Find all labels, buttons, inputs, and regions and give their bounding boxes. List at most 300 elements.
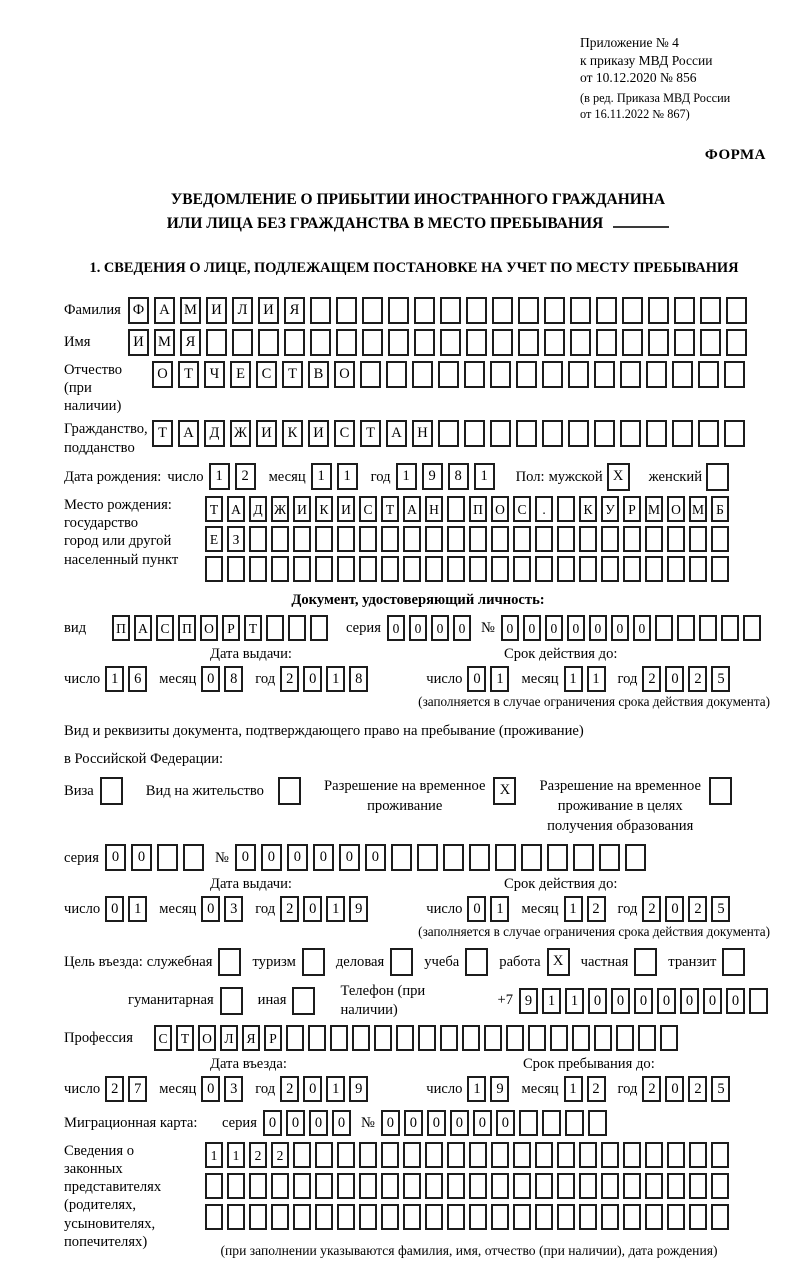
char-cell[interactable] xyxy=(220,987,243,1015)
char-cell[interactable]: Н xyxy=(425,496,443,522)
char-cell[interactable] xyxy=(388,297,409,324)
char-cell[interactable] xyxy=(638,1025,656,1051)
char-cell[interactable] xyxy=(381,1204,399,1230)
char-cell[interactable]: 0 xyxy=(105,896,124,922)
char-cell[interactable] xyxy=(495,844,516,871)
char-cell[interactable] xyxy=(308,1025,326,1051)
birth-day-input[interactable] xyxy=(209,463,261,490)
char-cell[interactable] xyxy=(557,1142,575,1168)
char-cell[interactable]: С xyxy=(154,1025,172,1051)
char-cell[interactable] xyxy=(381,1142,399,1168)
char-cell[interactable]: 0 xyxy=(453,615,471,641)
visa-checkbox[interactable] xyxy=(100,777,128,805)
char-cell[interactable] xyxy=(594,420,615,447)
char-cell[interactable] xyxy=(386,361,407,388)
char-cell[interactable] xyxy=(466,329,487,356)
char-cell[interactable]: Р xyxy=(222,615,240,641)
char-cell[interactable] xyxy=(648,297,669,324)
char-cell[interactable]: 8 xyxy=(349,666,368,692)
char-cell[interactable]: 0 xyxy=(261,844,282,871)
char-cell[interactable]: А xyxy=(386,420,407,447)
char-cell[interactable] xyxy=(648,329,669,356)
char-cell[interactable] xyxy=(447,556,465,582)
char-cell[interactable] xyxy=(699,615,717,641)
char-cell[interactable]: С xyxy=(359,496,377,522)
char-cell[interactable]: С xyxy=(513,496,531,522)
char-cell[interactable] xyxy=(447,1204,465,1230)
char-cell[interactable] xyxy=(293,1173,311,1199)
char-cell[interactable]: 8 xyxy=(224,666,243,692)
char-cell[interactable] xyxy=(227,556,245,582)
char-cell[interactable] xyxy=(700,297,721,324)
char-cell[interactable] xyxy=(620,420,641,447)
char-cell[interactable] xyxy=(542,1110,561,1136)
char-cell[interactable] xyxy=(293,1204,311,1230)
char-cell[interactable] xyxy=(491,1142,509,1168)
char-cell[interactable] xyxy=(596,297,617,324)
char-cell[interactable] xyxy=(518,297,539,324)
id-expiry-year[interactable] xyxy=(642,666,734,692)
char-cell[interactable] xyxy=(359,1173,377,1199)
char-cell[interactable] xyxy=(293,1142,311,1168)
char-cell[interactable] xyxy=(205,556,223,582)
char-cell[interactable]: 1 xyxy=(564,896,583,922)
id-expiry-day[interactable] xyxy=(467,666,513,692)
char-cell[interactable] xyxy=(568,420,589,447)
char-cell[interactable]: 0 xyxy=(657,988,676,1014)
char-cell[interactable]: П xyxy=(469,496,487,522)
char-cell[interactable] xyxy=(447,1173,465,1199)
res-issue-day[interactable] xyxy=(105,896,151,922)
citizenship-input[interactable] xyxy=(152,420,750,447)
char-cell[interactable] xyxy=(700,329,721,356)
char-cell[interactable]: 2 xyxy=(280,896,299,922)
birth-place-line1[interactable] xyxy=(205,496,733,522)
char-cell[interactable]: Р xyxy=(623,496,641,522)
char-cell[interactable]: 1 xyxy=(467,1076,486,1102)
res-number-input[interactable] xyxy=(235,844,651,871)
char-cell[interactable]: 1 xyxy=(564,666,583,692)
char-cell[interactable]: 7 xyxy=(128,1076,147,1102)
char-cell[interactable]: 0 xyxy=(303,896,322,922)
char-cell[interactable] xyxy=(336,329,357,356)
char-cell[interactable] xyxy=(443,844,464,871)
char-cell[interactable] xyxy=(596,329,617,356)
char-cell[interactable]: 0 xyxy=(611,988,630,1014)
char-cell[interactable] xyxy=(620,361,641,388)
char-cell[interactable] xyxy=(711,1142,729,1168)
char-cell[interactable] xyxy=(227,1173,245,1199)
char-cell[interactable]: О xyxy=(491,496,509,522)
char-cell[interactable]: 0 xyxy=(287,844,308,871)
birth-place-line2[interactable] xyxy=(205,526,733,552)
char-cell[interactable]: 0 xyxy=(665,896,684,922)
char-cell[interactable]: 1 xyxy=(227,1142,245,1168)
char-cell[interactable] xyxy=(667,1204,685,1230)
char-cell[interactable] xyxy=(337,556,355,582)
char-cell[interactable] xyxy=(506,1025,524,1051)
char-cell[interactable] xyxy=(594,1025,612,1051)
char-cell[interactable]: 0 xyxy=(235,844,256,871)
char-cell[interactable] xyxy=(417,844,438,871)
char-cell[interactable]: И xyxy=(128,329,149,356)
char-cell[interactable] xyxy=(464,361,485,388)
char-cell[interactable]: 2 xyxy=(235,463,256,490)
birth-place-line3[interactable] xyxy=(205,556,733,582)
char-cell[interactable] xyxy=(623,1173,641,1199)
char-cell[interactable] xyxy=(557,526,575,552)
char-cell[interactable]: 9 xyxy=(349,896,368,922)
char-cell[interactable]: Е xyxy=(205,526,223,552)
stay-day[interactable] xyxy=(467,1076,513,1102)
char-cell[interactable]: Ж xyxy=(271,496,289,522)
purpose-tourism-checkbox[interactable] xyxy=(302,948,330,976)
char-cell[interactable]: С xyxy=(256,361,277,388)
char-cell[interactable]: И xyxy=(293,496,311,522)
char-cell[interactable] xyxy=(579,1142,597,1168)
char-cell[interactable] xyxy=(293,556,311,582)
char-cell[interactable] xyxy=(440,297,461,324)
char-cell[interactable]: С xyxy=(334,420,355,447)
char-cell[interactable] xyxy=(667,526,685,552)
char-cell[interactable]: 0 xyxy=(427,1110,446,1136)
char-cell[interactable] xyxy=(660,1025,678,1051)
char-cell[interactable] xyxy=(362,329,383,356)
char-cell[interactable]: Я xyxy=(284,297,305,324)
char-cell[interactable]: Б xyxy=(711,496,729,522)
char-cell[interactable] xyxy=(227,1204,245,1230)
purpose-humanitarian-checkbox[interactable] xyxy=(220,987,248,1015)
char-cell[interactable] xyxy=(302,948,325,976)
char-cell[interactable] xyxy=(689,1173,707,1199)
char-cell[interactable]: 0 xyxy=(633,615,651,641)
char-cell[interactable]: X xyxy=(493,777,516,805)
char-cell[interactable]: А xyxy=(227,496,245,522)
char-cell[interactable] xyxy=(601,1173,619,1199)
representatives-line1[interactable] xyxy=(205,1142,733,1168)
char-cell[interactable]: X xyxy=(547,948,570,976)
char-cell[interactable]: 0 xyxy=(450,1110,469,1136)
doc-series-input[interactable] xyxy=(387,615,475,641)
char-cell[interactable] xyxy=(249,556,267,582)
char-cell[interactable]: К xyxy=(579,496,597,522)
char-cell[interactable] xyxy=(414,329,435,356)
char-cell[interactable]: 1 xyxy=(396,463,417,490)
char-cell[interactable]: Е xyxy=(230,361,251,388)
char-cell[interactable] xyxy=(674,297,695,324)
purpose-business-checkbox[interactable] xyxy=(390,948,418,976)
id-issue-day[interactable] xyxy=(105,666,151,692)
migr-number-input[interactable] xyxy=(381,1110,611,1136)
char-cell[interactable] xyxy=(310,329,331,356)
char-cell[interactable] xyxy=(513,1142,531,1168)
char-cell[interactable] xyxy=(667,1142,685,1168)
char-cell[interactable]: 2 xyxy=(642,896,661,922)
purpose-work-checkbox[interactable] xyxy=(547,948,575,976)
char-cell[interactable] xyxy=(572,1025,590,1051)
char-cell[interactable]: 0 xyxy=(263,1110,282,1136)
char-cell[interactable] xyxy=(528,1025,546,1051)
profession-input[interactable] xyxy=(154,1025,682,1051)
temp-residence-checkbox[interactable] xyxy=(493,777,521,805)
char-cell[interactable] xyxy=(359,1142,377,1168)
char-cell[interactable] xyxy=(726,329,747,356)
char-cell[interactable] xyxy=(425,1173,443,1199)
migr-series-input[interactable] xyxy=(263,1110,355,1136)
char-cell[interactable] xyxy=(599,844,620,871)
char-cell[interactable] xyxy=(381,1173,399,1199)
representatives-line2[interactable] xyxy=(205,1173,733,1199)
char-cell[interactable] xyxy=(403,1142,421,1168)
res-issue-month[interactable] xyxy=(201,896,247,922)
char-cell[interactable] xyxy=(513,526,531,552)
char-cell[interactable]: 9 xyxy=(422,463,443,490)
char-cell[interactable] xyxy=(749,988,768,1014)
char-cell[interactable] xyxy=(469,526,487,552)
purpose-official-checkbox[interactable] xyxy=(218,948,246,976)
char-cell[interactable] xyxy=(513,1204,531,1230)
char-cell[interactable] xyxy=(535,1173,553,1199)
char-cell[interactable] xyxy=(709,777,732,805)
char-cell[interactable]: 0 xyxy=(303,1076,322,1102)
char-cell[interactable]: 1 xyxy=(565,988,584,1014)
char-cell[interactable]: 1 xyxy=(490,666,509,692)
char-cell[interactable]: 0 xyxy=(105,844,126,871)
res-series-input[interactable] xyxy=(105,844,209,871)
char-cell[interactable] xyxy=(622,329,643,356)
residence-permit-checkbox[interactable] xyxy=(278,777,306,805)
char-cell[interactable] xyxy=(634,948,657,976)
char-cell[interactable] xyxy=(440,329,461,356)
char-cell[interactable]: 2 xyxy=(587,896,606,922)
char-cell[interactable] xyxy=(573,844,594,871)
char-cell[interactable] xyxy=(469,1173,487,1199)
purpose-other-checkbox[interactable] xyxy=(292,987,320,1015)
char-cell[interactable]: 1 xyxy=(311,463,332,490)
char-cell[interactable] xyxy=(271,526,289,552)
char-cell[interactable] xyxy=(352,1025,370,1051)
char-cell[interactable] xyxy=(623,556,641,582)
char-cell[interactable]: Ж xyxy=(230,420,251,447)
patronymic-input[interactable] xyxy=(152,361,750,388)
char-cell[interactable] xyxy=(284,329,305,356)
char-cell[interactable]: 1 xyxy=(326,666,345,692)
char-cell[interactable] xyxy=(711,556,729,582)
doc-number-input[interactable] xyxy=(501,615,765,641)
char-cell[interactable]: 0 xyxy=(387,615,405,641)
purpose-transit-checkbox[interactable] xyxy=(722,948,750,976)
representatives-line3[interactable] xyxy=(205,1204,733,1230)
char-cell[interactable] xyxy=(521,844,542,871)
char-cell[interactable] xyxy=(447,1142,465,1168)
char-cell[interactable]: 0 xyxy=(365,844,386,871)
char-cell[interactable] xyxy=(616,1025,634,1051)
char-cell[interactable] xyxy=(315,556,333,582)
res-expiry-year[interactable] xyxy=(642,896,734,922)
char-cell[interactable]: 0 xyxy=(131,844,152,871)
char-cell[interactable] xyxy=(381,526,399,552)
char-cell[interactable] xyxy=(724,361,745,388)
entry-month[interactable] xyxy=(201,1076,247,1102)
char-cell[interactable]: М xyxy=(180,297,201,324)
res-expiry-day[interactable] xyxy=(467,896,513,922)
char-cell[interactable]: 0 xyxy=(467,666,486,692)
id-expiry-month[interactable] xyxy=(564,666,610,692)
char-cell[interactable] xyxy=(286,1025,304,1051)
char-cell[interactable]: Д xyxy=(204,420,225,447)
char-cell[interactable] xyxy=(646,420,667,447)
char-cell[interactable] xyxy=(542,361,563,388)
char-cell[interactable] xyxy=(266,615,284,641)
char-cell[interactable]: 0 xyxy=(404,1110,423,1136)
char-cell[interactable]: П xyxy=(112,615,130,641)
char-cell[interactable] xyxy=(249,1173,267,1199)
char-cell[interactable] xyxy=(390,948,413,976)
char-cell[interactable] xyxy=(646,361,667,388)
char-cell[interactable] xyxy=(570,329,591,356)
char-cell[interactable] xyxy=(698,420,719,447)
char-cell[interactable]: 1 xyxy=(542,988,561,1014)
char-cell[interactable]: 0 xyxy=(313,844,334,871)
char-cell[interactable] xyxy=(403,1173,421,1199)
char-cell[interactable]: 1 xyxy=(326,1076,345,1102)
char-cell[interactable]: 0 xyxy=(286,1110,305,1136)
char-cell[interactable] xyxy=(337,1204,355,1230)
char-cell[interactable] xyxy=(601,1142,619,1168)
char-cell[interactable] xyxy=(469,1204,487,1230)
char-cell[interactable]: Т xyxy=(360,420,381,447)
char-cell[interactable] xyxy=(601,556,619,582)
char-cell[interactable] xyxy=(359,526,377,552)
char-cell[interactable]: Т xyxy=(178,361,199,388)
char-cell[interactable] xyxy=(579,1173,597,1199)
char-cell[interactable] xyxy=(258,329,279,356)
char-cell[interactable]: 0 xyxy=(339,844,360,871)
char-cell[interactable]: 0 xyxy=(303,666,322,692)
char-cell[interactable] xyxy=(360,361,381,388)
char-cell[interactable]: А xyxy=(134,615,152,641)
char-cell[interactable]: 5 xyxy=(711,896,730,922)
char-cell[interactable]: 2 xyxy=(688,896,707,922)
char-cell[interactable]: 0 xyxy=(588,988,607,1014)
char-cell[interactable] xyxy=(677,615,695,641)
char-cell[interactable] xyxy=(315,1142,333,1168)
char-cell[interactable]: Ф xyxy=(128,297,149,324)
char-cell[interactable]: 2 xyxy=(271,1142,289,1168)
id-issue-year[interactable] xyxy=(280,666,372,692)
char-cell[interactable] xyxy=(518,329,539,356)
char-cell[interactable]: Я xyxy=(242,1025,260,1051)
char-cell[interactable]: 1 xyxy=(474,463,495,490)
char-cell[interactable] xyxy=(374,1025,392,1051)
id-issue-month[interactable] xyxy=(201,666,247,692)
char-cell[interactable] xyxy=(438,361,459,388)
char-cell[interactable] xyxy=(535,526,553,552)
char-cell[interactable] xyxy=(601,1204,619,1230)
char-cell[interactable] xyxy=(547,844,568,871)
char-cell[interactable]: 3 xyxy=(224,896,243,922)
char-cell[interactable]: 0 xyxy=(703,988,722,1014)
char-cell[interactable] xyxy=(711,1204,729,1230)
char-cell[interactable] xyxy=(492,297,513,324)
char-cell[interactable] xyxy=(288,615,306,641)
phone-input[interactable] xyxy=(519,988,772,1014)
char-cell[interactable] xyxy=(205,1173,223,1199)
char-cell[interactable]: А xyxy=(178,420,199,447)
purpose-private-checkbox[interactable] xyxy=(634,948,662,976)
char-cell[interactable] xyxy=(278,777,301,805)
char-cell[interactable] xyxy=(570,297,591,324)
char-cell[interactable]: . xyxy=(535,496,553,522)
char-cell[interactable]: О xyxy=(152,361,173,388)
char-cell[interactable] xyxy=(330,1025,348,1051)
char-cell[interactable] xyxy=(464,420,485,447)
char-cell[interactable] xyxy=(601,526,619,552)
char-cell[interactable] xyxy=(466,297,487,324)
char-cell[interactable]: 3 xyxy=(224,1076,243,1102)
char-cell[interactable] xyxy=(623,1204,641,1230)
char-cell[interactable]: Т xyxy=(244,615,262,641)
char-cell[interactable]: И xyxy=(256,420,277,447)
char-cell[interactable] xyxy=(516,420,537,447)
char-cell[interactable] xyxy=(388,329,409,356)
char-cell[interactable]: Д xyxy=(249,496,267,522)
char-cell[interactable]: С xyxy=(156,615,174,641)
birth-month-input[interactable] xyxy=(311,463,363,490)
char-cell[interactable]: М xyxy=(689,496,707,522)
char-cell[interactable] xyxy=(535,556,553,582)
char-cell[interactable] xyxy=(418,1025,436,1051)
char-cell[interactable]: 0 xyxy=(545,615,563,641)
char-cell[interactable] xyxy=(724,420,745,447)
stay-month[interactable] xyxy=(564,1076,610,1102)
char-cell[interactable]: 0 xyxy=(523,615,541,641)
char-cell[interactable] xyxy=(711,526,729,552)
char-cell[interactable]: И xyxy=(337,496,355,522)
char-cell[interactable] xyxy=(315,1173,333,1199)
char-cell[interactable] xyxy=(315,1204,333,1230)
char-cell[interactable]: У xyxy=(601,496,619,522)
char-cell[interactable] xyxy=(565,1110,584,1136)
char-cell[interactable]: 9 xyxy=(519,988,538,1014)
char-cell[interactable] xyxy=(469,556,487,582)
char-cell[interactable] xyxy=(359,556,377,582)
char-cell[interactable] xyxy=(645,526,663,552)
char-cell[interactable] xyxy=(519,1110,538,1136)
char-cell[interactable] xyxy=(438,420,459,447)
char-cell[interactable]: 0 xyxy=(201,1076,220,1102)
char-cell[interactable] xyxy=(625,844,646,871)
char-cell[interactable] xyxy=(469,844,490,871)
char-cell[interactable] xyxy=(689,1142,707,1168)
char-cell[interactable] xyxy=(622,297,643,324)
char-cell[interactable]: О xyxy=(198,1025,216,1051)
char-cell[interactable]: 8 xyxy=(448,463,469,490)
doc-type-input[interactable] xyxy=(112,615,332,641)
char-cell[interactable]: Т xyxy=(176,1025,194,1051)
char-cell[interactable] xyxy=(513,1173,531,1199)
char-cell[interactable]: 1 xyxy=(209,463,230,490)
char-cell[interactable]: 0 xyxy=(332,1110,351,1136)
char-cell[interactable]: 1 xyxy=(205,1142,223,1168)
char-cell[interactable]: В xyxy=(308,361,329,388)
char-cell[interactable]: 0 xyxy=(431,615,449,641)
char-cell[interactable]: 2 xyxy=(280,1076,299,1102)
char-cell[interactable] xyxy=(645,1204,663,1230)
stay-year[interactable] xyxy=(642,1076,734,1102)
char-cell[interactable]: Н xyxy=(412,420,433,447)
char-cell[interactable]: П xyxy=(178,615,196,641)
